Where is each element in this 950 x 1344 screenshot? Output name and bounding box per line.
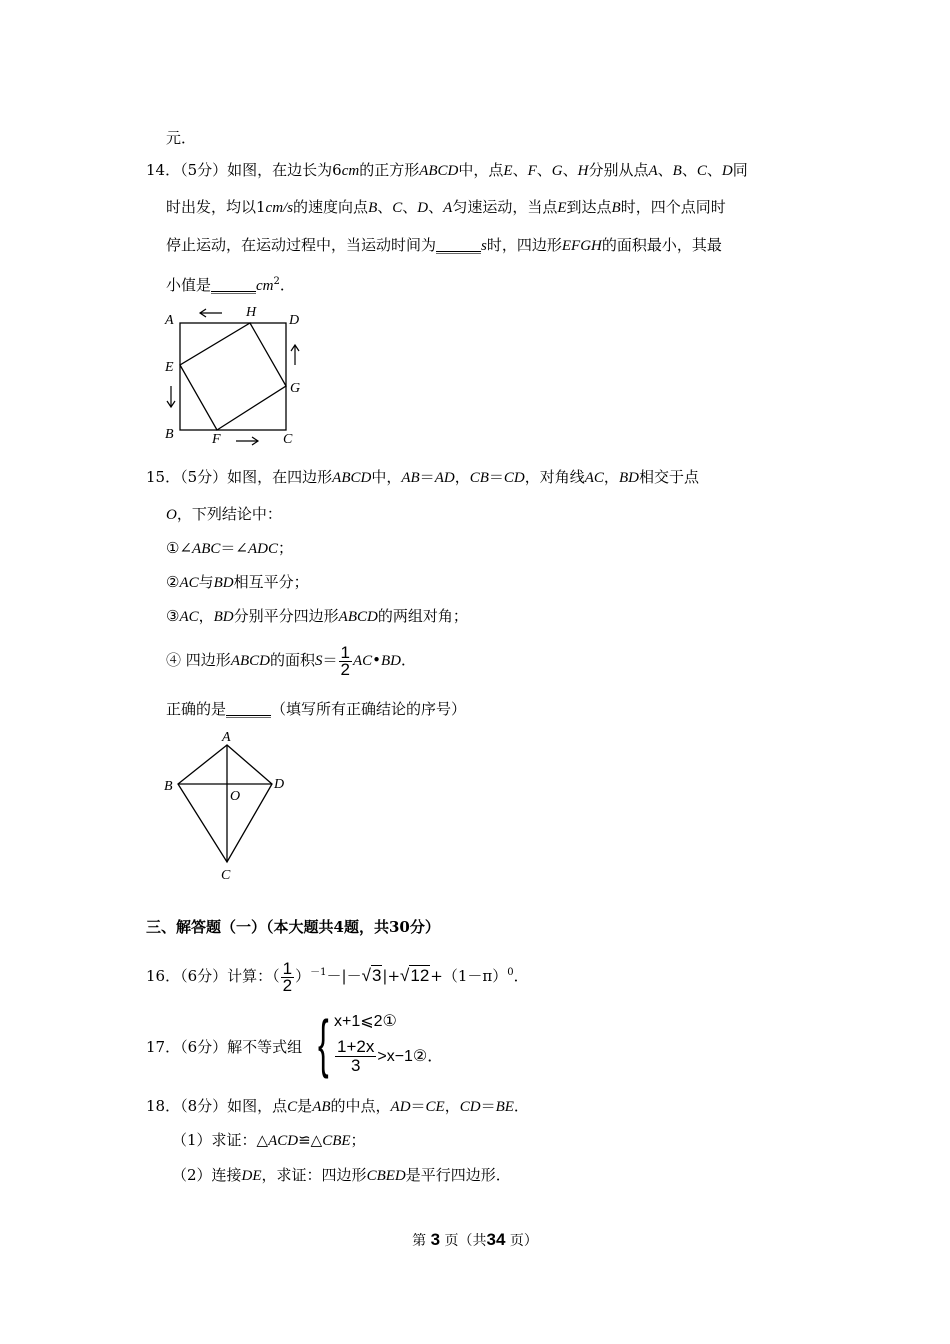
page-footer: 第 3 页（共34 页） xyxy=(412,1230,538,1249)
q14-line-1: 14．（5分）如图，在边长为6cm的正方形ABCD中，点E、F、G、H分别从点A、B、C、D同 xyxy=(146,161,748,179)
label-O: O xyxy=(230,789,241,804)
section-3-heading: 三、解答题（一）（本大题共4题，共30分） xyxy=(146,918,440,936)
q14-line-4: 小值是$\_\_\_\_\_\_cm^2$． xyxy=(166,276,295,294)
q15-conclusion-2: ②AC与BD相互平分； xyxy=(166,573,309,591)
label-C: C xyxy=(283,432,293,447)
label-H: H xyxy=(246,305,257,320)
q13-tail: 元． xyxy=(166,129,197,147)
q15-line-2: O，下列结论中： xyxy=(166,505,282,523)
q15-conclusion-4: ④ 四边形ABCD的面积S＝ $\frac{1}{2}$ AC•BD． xyxy=(166,642,417,679)
sqrt-12: √12 xyxy=(400,966,430,985)
label-A: A xyxy=(165,313,174,328)
fraction-one-half: $\frac{1}{2}$ xyxy=(282,958,293,995)
kite-abcd xyxy=(178,745,272,862)
label-A: A xyxy=(222,730,231,745)
arrow-right-icon xyxy=(236,437,258,445)
fraction-1-plus-2x-over-3: $\frac{1+2x}{3}$ xyxy=(337,1037,375,1076)
sqrt-3: √3 xyxy=(361,966,382,985)
fraction-one-half: $\frac{1}{2}$ xyxy=(340,642,350,679)
label-C: C xyxy=(221,868,231,883)
system-brace-icon: { xyxy=(318,1007,329,1079)
q15-kite-figure xyxy=(160,728,295,886)
q15-conclusion-3: ③AC，BD分别平分四边形ABCD的两组对角； xyxy=(166,607,468,625)
q15-conclusion-1: ①∠ABC＝∠ADC； xyxy=(166,539,293,557)
arrow-down-icon xyxy=(167,386,175,407)
q18-part-1: （1）求证：△ACD≌△CBE； xyxy=(172,1131,366,1149)
q17-inequality-2: $\frac{1+2x}{3}$ >x−1②． xyxy=(337,1037,444,1076)
arrow-up-icon xyxy=(291,345,299,365)
label-G: G xyxy=(290,381,301,396)
q18-part-2: （2）连接DE，求证：四边形CBED是平行四边形． xyxy=(172,1166,511,1184)
q18-line-1: 18．（8分）如图，点C是AB的中点，AD＝CE，CD＝BE． xyxy=(146,1097,529,1115)
q16-line: 16．（6分）计算：（ $\frac{1}{2}$ ）$^{-1}-|-√3|+√12+(1-\pi)^0$． xyxy=(146,958,529,995)
square-abcd xyxy=(180,323,286,430)
arrow-left-icon xyxy=(200,309,222,317)
q15-answer-line: 正确的是______（填写所有正确结论的序号） xyxy=(166,700,467,718)
label-B: B xyxy=(165,427,174,442)
q14-square-figure xyxy=(160,300,310,448)
label-E: E xyxy=(165,360,174,375)
quad-efgh xyxy=(180,323,286,430)
label-D: D xyxy=(289,313,300,328)
q14-line-3: 停止运动，在运动过程中，当运动时间为______s时，四边形EFGH的面积最小，其最 xyxy=(166,236,722,254)
label-B: B xyxy=(164,779,173,794)
label-D: D xyxy=(274,777,285,792)
label-F: F xyxy=(212,432,221,447)
q14-line-2: 时出发，均以1cm/s的速度向点B、C、D、A匀速运动，当点E到达点B时，四个点同时 xyxy=(166,198,726,216)
q15-line-1: 15．（5分）如图，在四边形ABCD中，AB＝AD，CB＝CD，对角线AC，BD相交于点 xyxy=(146,468,699,486)
q17-inequality-1: x+1⩽2① xyxy=(334,1013,397,1030)
q17-label: 17．（6分）解不等式组 xyxy=(146,1038,303,1056)
